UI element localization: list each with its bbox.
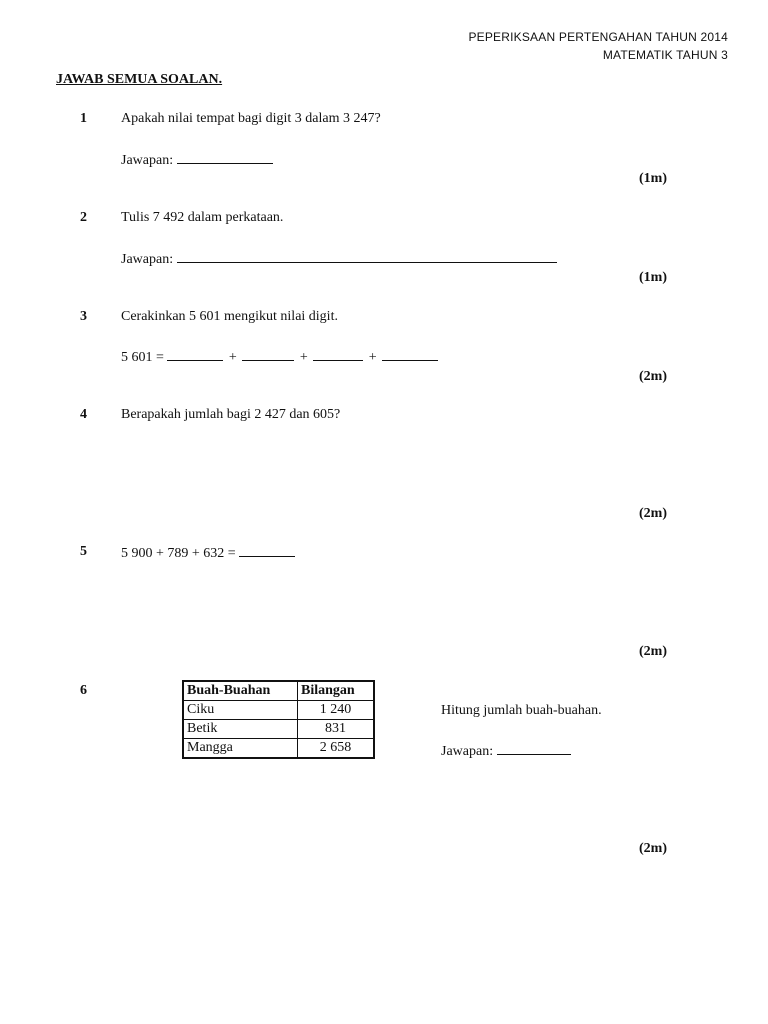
question-2-answer (121, 250, 557, 268)
table-row (183, 739, 374, 759)
table-row (183, 701, 374, 720)
question-6-marks: (2m) (639, 841, 667, 856)
exam-title: PEPERIKSAAN PERTENGAHAN TAHUN 2014 (468, 30, 728, 44)
table-cell-fruit: Mangga (183, 739, 298, 759)
question-5-marks: (2m) (639, 644, 667, 659)
answer-blank[interactable] (177, 151, 273, 164)
question-6-text: Hitung jumlah buah-buahan. (441, 703, 602, 718)
answer-blank[interactable] (497, 742, 571, 755)
table-row (183, 720, 374, 739)
question-5-number: 5 (80, 544, 87, 559)
table-cell-fruit: Ciku (183, 701, 298, 720)
fruit-table (182, 680, 375, 759)
question-2-marks: (1m) (639, 270, 667, 285)
answer-blank[interactable] (167, 348, 223, 361)
question-1-marks: (1m) (639, 171, 667, 186)
question-3-text: Cerakinkan 5 601 mengikut nilai digit. (121, 309, 338, 324)
question-5-text: 5 900 + 789 + 632 = (121, 546, 236, 561)
table-header-count: Bilangan (298, 681, 375, 701)
plus-sign: + (368, 350, 377, 365)
answer-blank[interactable] (242, 348, 294, 361)
question-5-expression (121, 544, 295, 562)
answer-blank[interactable] (177, 250, 557, 263)
answer-blank[interactable] (313, 348, 363, 361)
answer-blank[interactable] (382, 348, 438, 361)
question-4-marks: (2m) (639, 506, 667, 521)
answer-blank[interactable] (239, 544, 295, 557)
plus-sign: + (228, 350, 237, 365)
table-header-row (183, 681, 374, 701)
question-1-number: 1 (80, 111, 87, 126)
table-cell-count: 831 (298, 720, 375, 739)
instruction-heading: JAWAB SEMUA SOALAN. (56, 72, 223, 87)
question-2-text: Tulis 7 492 dalam perkataan. (121, 210, 284, 225)
answer-label: Jawapan: (121, 252, 174, 267)
question-4-number: 4 (80, 407, 87, 422)
question-3-number: 3 (80, 309, 87, 324)
question-2-number: 2 (80, 210, 87, 225)
table-cell-count: 1 240 (298, 701, 375, 720)
question-1-text: Apakah nilai tempat bagi digit 3 dalam 3 247? (121, 111, 381, 126)
table-header-fruit: Buah-Buahan (183, 681, 298, 701)
question-6-number: 6 (80, 683, 87, 698)
question-3-expression (121, 348, 438, 366)
question-4-text: Berapakah jumlah bagi 2 427 dan 605? (121, 407, 341, 422)
answer-label: Jawapan: (441, 744, 494, 759)
subject-title: MATEMATIK TAHUN 3 (602, 48, 728, 62)
expression-prefix: 5 601 = (121, 350, 164, 365)
question-6-answer (441, 742, 571, 760)
table-cell-fruit: Betik (183, 720, 298, 739)
question-1-answer (121, 151, 273, 169)
table-cell-count: 2 658 (298, 739, 375, 759)
answer-label: Jawapan: (121, 153, 174, 168)
plus-sign: + (299, 350, 308, 365)
question-3-marks: (2m) (639, 369, 667, 384)
